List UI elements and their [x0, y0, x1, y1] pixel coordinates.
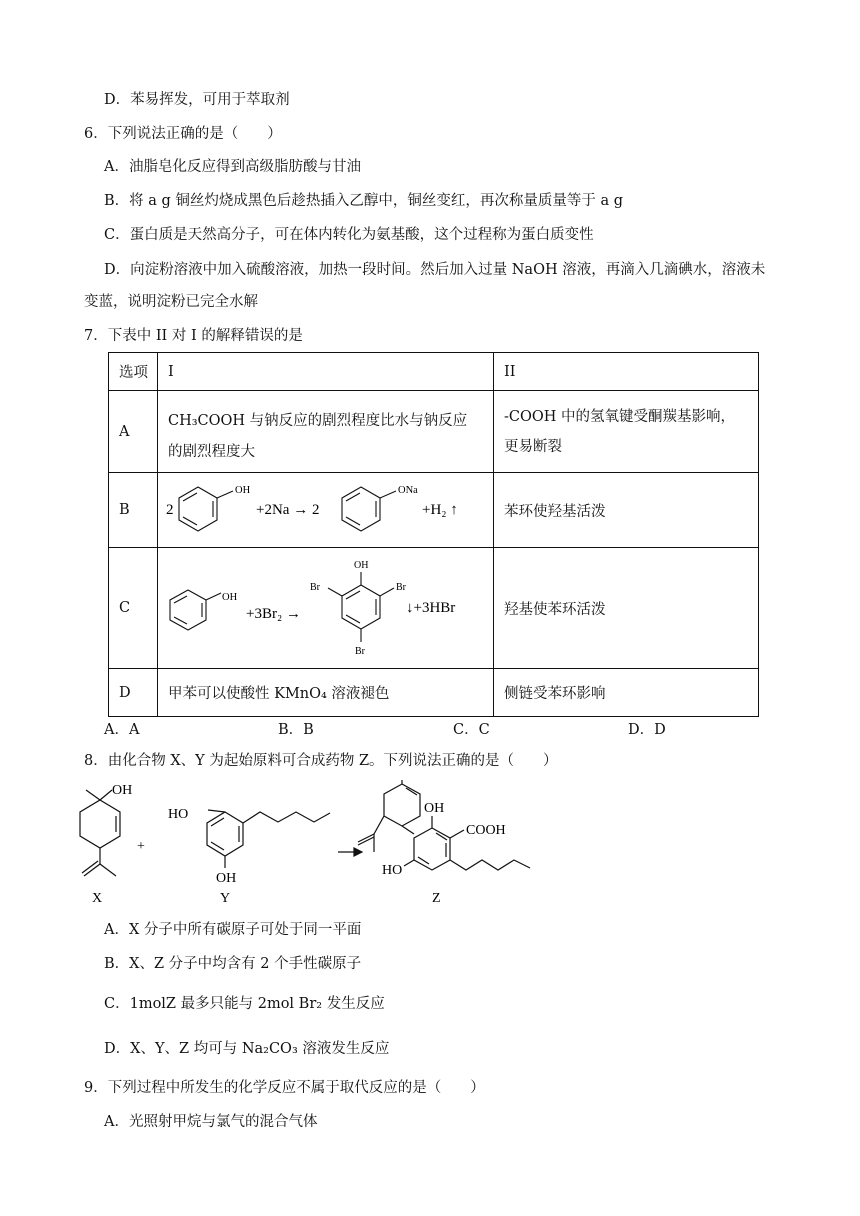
- table-row: [109, 391, 759, 473]
- compound-y-label: Y: [220, 891, 231, 906]
- eq-tail: +H₂ ↑: [422, 502, 458, 518]
- row-i-cell: 甲苯可以使酸性 KMnO₄ 溶液褪色: [158, 669, 494, 717]
- compound-x-structure: [80, 790, 120, 876]
- row-option: D: [109, 669, 158, 717]
- row-option: B: [109, 473, 158, 548]
- q6-option-c: C．蛋白质是天然高分子，可在体内转化为氨基酸，这个过程称为蛋白质变性: [104, 227, 594, 243]
- z-hydroxyl-label-bottom: HO: [382, 863, 403, 878]
- q7-option-c: C．C: [453, 722, 490, 738]
- hydroxyl-label: OH: [235, 485, 251, 496]
- q6-stem: 6．下列说法正确的是（ ）: [84, 126, 282, 142]
- table-header-option: 选项: [109, 353, 158, 391]
- row-a-ii-line1: -COOH 中的氢氧键受酮羰基影响，: [504, 408, 736, 425]
- row-a-i-line1: CH₃COOH 与钠反应的剧烈程度比水与钠反应: [168, 412, 468, 429]
- row-i-cell: [158, 391, 494, 473]
- q7-option-d: D．D: [628, 722, 666, 738]
- table-row: [109, 548, 759, 669]
- table-row: [109, 669, 759, 717]
- tribromophenol-ring-icon: [328, 572, 394, 642]
- z-carboxyl-label: COOH: [466, 823, 506, 838]
- q6-option-d-line2: 变蓝，说明淀粉已完全水解: [84, 294, 258, 310]
- compound-x-label: X: [92, 891, 103, 906]
- eq-coefficient: 2: [166, 502, 174, 518]
- q7-stem: 7．下表中 II 对 I 的解释错误的是: [84, 328, 303, 344]
- row-option: A: [109, 391, 158, 473]
- bromine-label-right: Br: [396, 582, 406, 593]
- q8-reaction-scheme: [70, 780, 550, 910]
- q6-option-a: A．油脂皂化反应得到高级脂肪酸与甘油: [104, 159, 361, 175]
- q8-option-b: B．X、Z 分子中均含有 2 个手性碳原子: [104, 956, 362, 972]
- table-row: [109, 473, 759, 548]
- benzene-ring-icon: [170, 590, 221, 630]
- benzene-ring-icon: [179, 487, 233, 531]
- q6-option-d-line1: D．向淀粉溶液中加入硫酸溶液，加热一段时间。然后加入过量 NaOH 溶液，再滴入几滴碘水，溶液未: [104, 262, 766, 278]
- sodium-phenoxide-label: ONa: [398, 485, 418, 496]
- row-ii-cell: 苯环使羟基活泼: [494, 473, 759, 548]
- bromine-label-bottom: Br: [355, 646, 365, 657]
- table-header-ii: II: [494, 353, 759, 391]
- y-hydroxyl-label-top: HO: [168, 807, 189, 822]
- bromine-label-left: Br: [310, 582, 320, 593]
- q8-option-a: A．X 分子中所有碳原子可处于同一平面: [104, 922, 362, 938]
- q7-option-b: B．B: [278, 722, 314, 738]
- benzene-ring-icon: [342, 487, 396, 531]
- phenol-bromination-equation: [158, 548, 482, 664]
- row-ii-cell: 侧链受苯环影响: [494, 669, 759, 717]
- q6-option-b: B．将 a g 铜丝灼烧成黑色后趁热插入乙醇中，铜丝变红，再次称量质量等于 a g: [104, 193, 624, 209]
- compound-z-label: Z: [432, 891, 441, 906]
- row-a-i-line2: 的剧烈程度大: [168, 443, 255, 460]
- plus-sign: +: [137, 839, 145, 854]
- phenol-sodium-equation: [158, 473, 482, 543]
- row-c-equation: [158, 548, 494, 669]
- hydroxyl-label: OH: [222, 592, 238, 603]
- q8-option-c: C．1molZ 最多只能与 2mol Br₂ 发生反应: [104, 996, 385, 1012]
- compound-y-structure: [207, 810, 330, 868]
- q7-table: [108, 352, 759, 717]
- q7-option-a: A．A: [104, 722, 140, 738]
- row-option: C: [109, 548, 158, 669]
- row-a-ii-line2: 更易断裂: [504, 438, 562, 455]
- row-b-equation: [158, 473, 494, 548]
- eq-middle: +3Br₂ →: [246, 606, 301, 622]
- q8-stem: 8．由化合物 X、Y 为起始原料可合成药物 Z。下列说法正确的是（ ）: [84, 753, 558, 769]
- row-ii-cell: [494, 391, 759, 473]
- y-hydroxyl-label-bottom: OH: [216, 871, 237, 886]
- row-ii-cell: 羟基使苯环活泼: [494, 548, 759, 669]
- q9-option-a: A．光照射甲烷与氯气的混合气体: [104, 1114, 318, 1130]
- reaction-arrow-icon: [338, 848, 362, 856]
- q5-option-d: D．苯易挥发，可用于萃取剂: [104, 92, 290, 108]
- hydroxyl-label: OH: [354, 560, 369, 571]
- q9-stem: 9．下列过程中所发生的化学反应不属于取代反应的是（ ）: [84, 1080, 485, 1096]
- eq-middle: +2Na → 2: [256, 502, 320, 518]
- table-header-i: I: [158, 353, 494, 391]
- x-hydroxyl-label: OH: [112, 783, 133, 798]
- q8-option-d: D．X、Y、Z 均可与 Na₂CO₃ 溶液发生反应: [104, 1041, 390, 1057]
- z-hydroxyl-label-top: OH: [424, 801, 445, 816]
- eq-tail: ↓+3HBr: [406, 600, 456, 616]
